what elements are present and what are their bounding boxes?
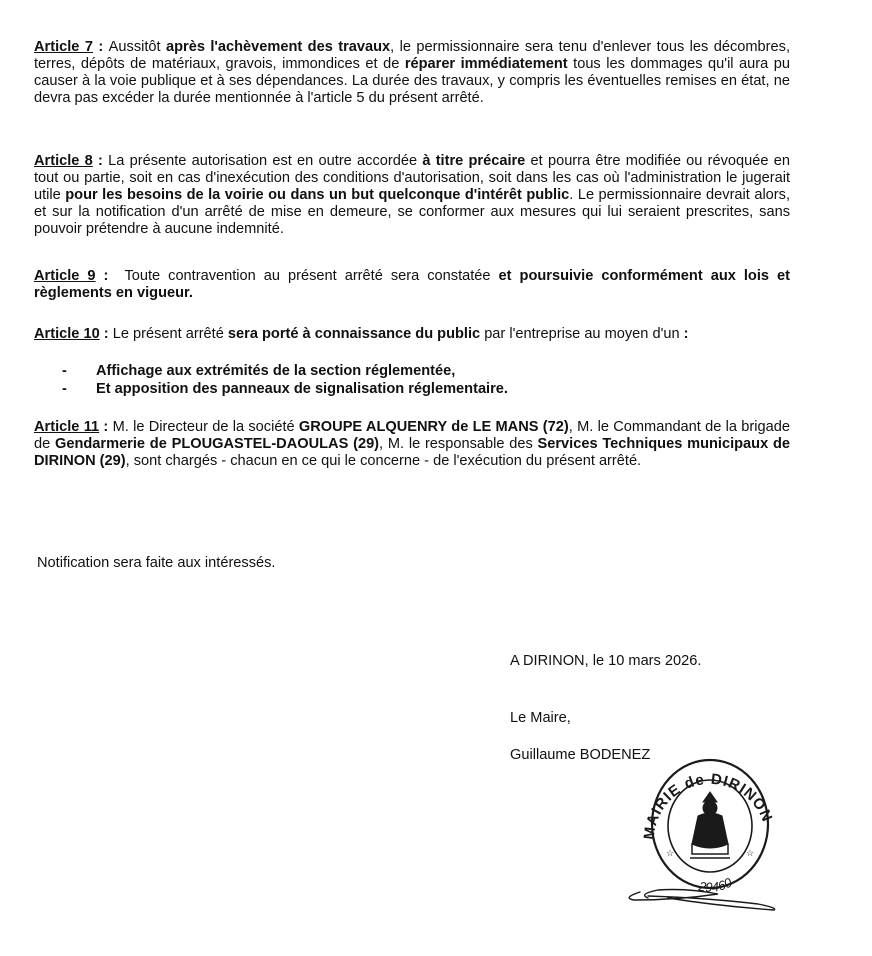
- star-icon: ☆: [666, 848, 675, 858]
- article-8: Article 8 : La présente autorisation est en outre accordée à titre précaire et pourra être modifiée ou révoquée en tout ou partie, soit en cas d'inexécution des conditions d'autorisation, soit dans les cas où l'administration le jugerait utile pour les besoins de la voirie ou dans un but quelconque d'intérêt public. Le permissionnaire devrait alors, et sur la notification d'un arrêté de mise en demeure, se conformer aux mesures qui lui seraient prescrites, sans pouvoir prétendre à aucune indemnité.: [34, 153, 791, 237]
- article-7: Article 7 : Aussitôt après l'achèvement des travaux, le permissionnaire sera tenu d'enlever tous les décombres, terres, dépôts de matériaux, gravois, immondices et de réparer immédiatement tous les dommages qu'il aura pu causer à la voie publique et à ses dépendances. La durée des travaux, y compris les éventuelles remises en état, ne devra pas excéder la durée mentionnée à l'article 5 du présent arrêté.: [34, 39, 790, 106]
- list-item: - Affichage aux extrémités de la section réglementée,: [62, 363, 456, 379]
- star-icon: ☆: [746, 848, 755, 858]
- mairie-stamp: [618, 748, 806, 918]
- article-7-label: Article 7 :: [34, 39, 109, 55]
- article-10-list: [62, 363, 782, 399]
- stamp-postcode: 29460: [697, 874, 735, 895]
- article-9-label: Article 9 :: [34, 268, 125, 284]
- signer-name: Guillaume BODENEZ: [510, 747, 651, 763]
- article-8-label: Article 8 :: [34, 153, 109, 169]
- article-9: Article 9 : Toute contravention au présent arrêté sera constatée et poursuivie conformément aux lois et règlements en vigueur.: [34, 268, 790, 301]
- marianne-icon: [690, 792, 730, 858]
- place-date: A DIRINON, le 10 mars 2026.: [510, 653, 702, 669]
- list-item: - Et apposition des panneaux de signalisation réglementaire.: [62, 381, 508, 397]
- notification-text: Notification sera faite aux intéressés.: [37, 555, 276, 571]
- article-11-label: Article 11 :: [34, 419, 113, 435]
- article-10: Article 10 : Le présent arrêté sera porté à connaissance du public par l'entreprise au moyen d'un :: [34, 326, 689, 342]
- article-11: Article 11 : M. le Directeur de la société GROUPE ALQUENRY de LE MANS (72), M. le Commandant de la brigade de Gendarmerie de PLOUGASTEL-DAOULAS (29), M. le responsable des Services Techniques municipaux de DIRINON (29), sont chargés - chacun en ce qui le concerne - de l'exécution du présent arrêté.: [34, 419, 790, 469]
- article-10-label: Article 10 :: [34, 326, 113, 342]
- stamp-ring-text: MAIRIE de DIRINON: [640, 770, 776, 841]
- signer-role: Le Maire,: [510, 710, 571, 726]
